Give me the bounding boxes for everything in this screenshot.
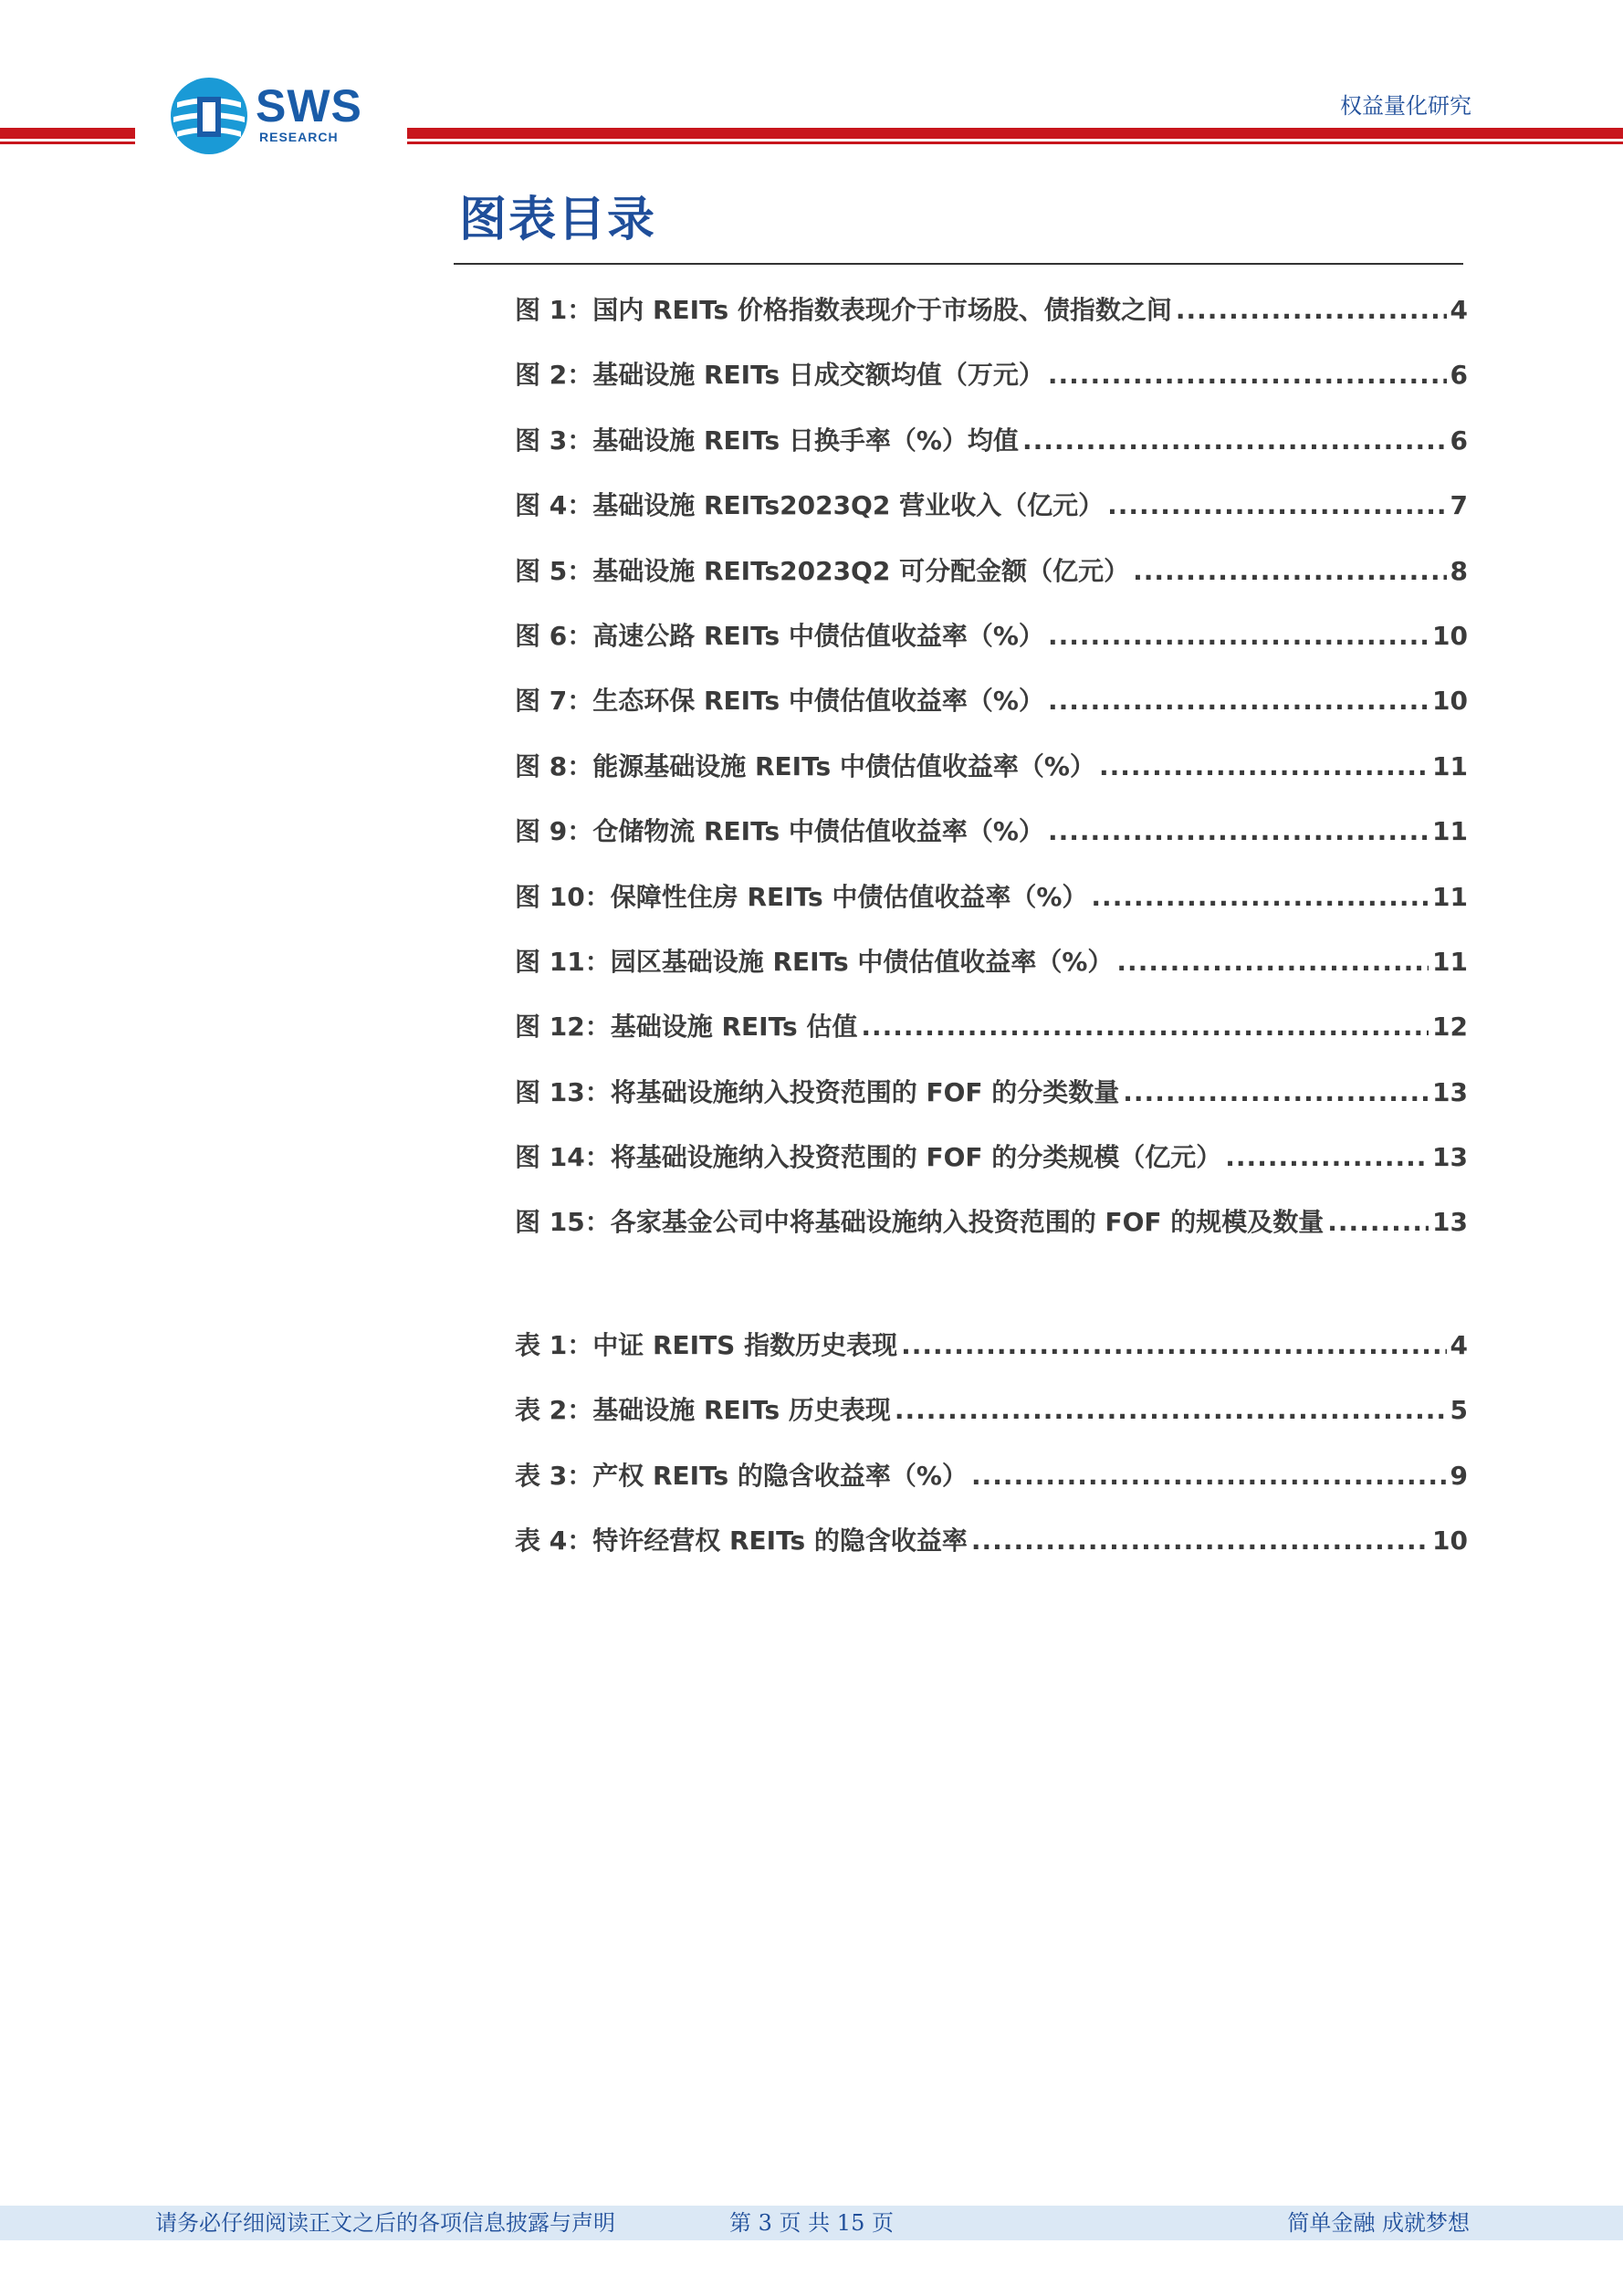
toc-entry-label: 表 1：中证 REITS 指数历史表现 xyxy=(515,1330,898,1360)
dot-leader xyxy=(1048,686,1429,716)
toc-entry-label: 图 15：各家基金公司中将基础设施纳入投资范围的 FOF 的规模及数量 xyxy=(515,1207,1325,1238)
toc-entry-label: 图 13：将基础设施纳入投资范围的 FOF 的分类数量 xyxy=(515,1076,1120,1107)
dot-leader xyxy=(1225,1142,1429,1172)
toc-entry-page: 13 xyxy=(1432,1142,1468,1173)
toc-entry-label: 图 6：高速公路 REITs 中债估值收益率（%） xyxy=(515,620,1044,651)
page-title: 图表目录 xyxy=(459,193,657,247)
toc-entry-page: 12 xyxy=(1432,1012,1468,1043)
figure-list xyxy=(515,290,1468,1268)
toc-entry-figure-15[interactable] xyxy=(515,1202,1468,1267)
toc-entry-figure-9[interactable] xyxy=(515,812,1468,876)
toc-entry-page: 13 xyxy=(1432,1076,1468,1107)
dot-leader xyxy=(1022,425,1447,456)
toc-entry-page: 6 xyxy=(1450,425,1468,456)
dot-leader xyxy=(1048,360,1447,390)
toc-entry-page: 4 xyxy=(1450,1330,1468,1360)
dot-leader xyxy=(1048,816,1429,846)
toc-entry-page: 8 xyxy=(1450,555,1468,586)
dot-leader xyxy=(1133,556,1446,586)
toc-entry-figure-2[interactable] xyxy=(515,355,1468,420)
toc-entry-label: 图 7：生态环保 REITs 中债估值收益率（%） xyxy=(515,686,1044,717)
dot-leader xyxy=(1123,1077,1429,1107)
toc-entry-label: 图 14：将基础设施纳入投资范围的 FOF 的分类规模（亿元） xyxy=(515,1142,1222,1173)
toc-entry-page: 11 xyxy=(1432,750,1468,781)
dot-leader xyxy=(971,1461,1447,1491)
toc-entry-label: 图 8：能源基础设施 REITs 中债估值收益率（%） xyxy=(515,750,1095,781)
toc-entry-label: 图 12：基础设施 REITs 估值 xyxy=(515,1012,858,1043)
toc-entry-figure-7[interactable] xyxy=(515,681,1468,746)
dot-leader xyxy=(971,1525,1429,1556)
dot-leader xyxy=(1116,947,1429,977)
header-rule-left xyxy=(0,128,135,146)
toc-entry-label: 图 1：国内 REITs 价格指数表现介于市场股、债指数之间 xyxy=(515,295,1172,325)
toc-entry-page: 10 xyxy=(1432,1525,1468,1557)
dot-leader xyxy=(1091,882,1429,912)
toc-entry-figure-6[interactable] xyxy=(515,616,1468,681)
logo-wordmark: SWS xyxy=(256,80,362,131)
toc-entry-label: 图 9：仓储物流 REITs 中债估值收益率（%） xyxy=(515,816,1044,847)
toc-entry-figure-4[interactable] xyxy=(515,486,1468,550)
logo-subtext: RESEARCH xyxy=(259,130,339,144)
toc-entry-label: 图 3：基础设施 REITs 日换手率（%）均值 xyxy=(515,425,1019,456)
toc-entry-page: 11 xyxy=(1432,816,1468,847)
toc-entry-label: 表 4：特许经营权 REITs 的隐含收益率 xyxy=(515,1525,968,1557)
toc-entry-figure-11[interactable] xyxy=(515,942,1468,1007)
toc-entry-table-2[interactable] xyxy=(515,1390,1468,1455)
sws-globe-icon xyxy=(170,77,248,155)
toc-entry-table-1[interactable] xyxy=(515,1326,1468,1390)
title-divider xyxy=(454,263,1463,265)
sws-logo xyxy=(170,71,380,153)
toc-entry-figure-10[interactable] xyxy=(515,877,1468,942)
toc-entry-page: 10 xyxy=(1432,686,1468,717)
toc-entry-label: 图 4：基础设施 REITs2023Q2 营业收入（亿元） xyxy=(515,490,1105,521)
footer-disclaimer: 请务必仔细阅读正文之后的各项信息披露与声明 xyxy=(155,2210,615,2236)
toc-entry-page: 11 xyxy=(1432,946,1468,977)
page-indicator: 第 3 页 共 15 页 xyxy=(729,2210,894,2236)
toc-entry-label: 图 10：保障性住房 REITs 中债估值收益率（%） xyxy=(515,881,1088,912)
toc-entry-page: 10 xyxy=(1432,620,1468,651)
dot-leader xyxy=(1107,490,1446,520)
toc-entry-label: 表 3：产权 REITs 的隐含收益率（%） xyxy=(515,1460,968,1491)
toc-entry-page: 5 xyxy=(1450,1395,1468,1426)
report-category: 权益量化研究 xyxy=(1340,93,1471,119)
toc-entry-figure-8[interactable] xyxy=(515,747,1468,812)
toc-entry-page: 4 xyxy=(1450,295,1468,325)
dot-leader xyxy=(895,1395,1447,1425)
table-list xyxy=(515,1326,1468,1587)
toc-entry-figure-5[interactable] xyxy=(515,551,1468,616)
toc-entry-figure-14[interactable] xyxy=(515,1138,1468,1202)
toc-entry-page: 11 xyxy=(1432,881,1468,912)
toc-entry-figure-3[interactable] xyxy=(515,421,1468,486)
toc-entry-table-4[interactable] xyxy=(515,1521,1468,1586)
toc-entry-page: 9 xyxy=(1450,1460,1468,1491)
dot-leader xyxy=(1099,751,1429,781)
toc-entry-page: 7 xyxy=(1450,490,1468,521)
dot-leader xyxy=(861,1012,1429,1042)
toc-entry-page: 6 xyxy=(1450,360,1468,391)
toc-entry-page: 13 xyxy=(1432,1207,1468,1238)
toc-entry-label: 图 5：基础设施 REITs2023Q2 可分配金额（亿元） xyxy=(515,555,1130,586)
toc-entry-figure-1[interactable] xyxy=(515,290,1468,355)
toc-entry-figure-12[interactable] xyxy=(515,1007,1468,1072)
toc-entry-label: 表 2：基础设施 REITs 历史表现 xyxy=(515,1395,891,1426)
dot-leader xyxy=(1048,621,1429,651)
dot-leader xyxy=(901,1330,1446,1360)
footer-slogan: 简单金融 成就梦想 xyxy=(1287,2210,1470,2236)
header-rule-right xyxy=(407,128,1623,146)
dot-leader xyxy=(1176,295,1447,325)
toc-entry-label: 图 2：基础设施 REITs 日成交额均值（万元） xyxy=(515,360,1044,391)
toc-entry-label: 图 11：园区基础设施 REITs 中债估值收益率（%） xyxy=(515,946,1114,977)
dot-leader xyxy=(1327,1207,1429,1237)
toc-entry-table-3[interactable] xyxy=(515,1456,1468,1521)
toc-entry-figure-13[interactable] xyxy=(515,1073,1468,1138)
